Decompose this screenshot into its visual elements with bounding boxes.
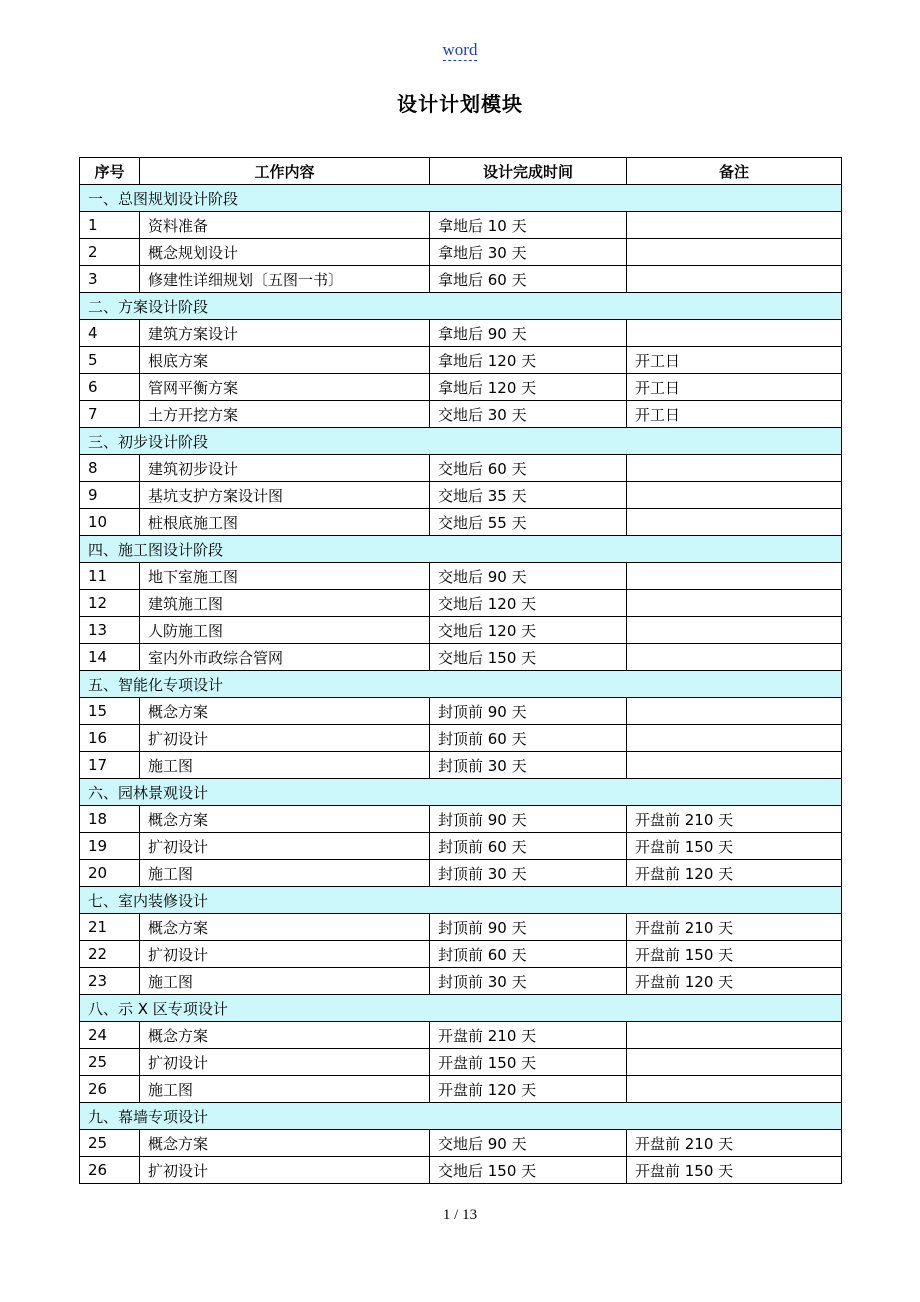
cell-remarks <box>627 1049 842 1076</box>
cell-number: 18 <box>80 806 140 833</box>
cell-deadline: 封顶前 30 天 <box>430 968 627 995</box>
cell-deadline: 交地后 150 天 <box>430 1157 627 1184</box>
cell-content: 扩初设计 <box>140 1049 430 1076</box>
table-row <box>80 1049 842 1076</box>
cell-content: 建筑施工图 <box>140 590 430 617</box>
cell-number: 21 <box>80 914 140 941</box>
cell-number: 3 <box>80 266 140 293</box>
cell-remarks <box>627 320 842 347</box>
cell-remarks <box>627 590 842 617</box>
cell-remarks <box>627 698 842 725</box>
cell-deadline: 封顶前 30 天 <box>430 860 627 887</box>
cell-deadline: 拿地后 120 天 <box>430 374 627 401</box>
table-header-row <box>80 158 842 185</box>
page-header <box>0 40 920 60</box>
table-row <box>80 401 842 428</box>
cell-content: 概念方案 <box>140 1022 430 1049</box>
column-header-content: 工作内容 <box>140 158 430 185</box>
table-row <box>80 968 842 995</box>
cell-deadline: 拿地后 120 天 <box>430 347 627 374</box>
column-header-deadline: 设计完成时间 <box>430 158 627 185</box>
cell-deadline: 交地后 30 天 <box>430 401 627 428</box>
cell-deadline: 交地后 90 天 <box>430 1130 627 1157</box>
cell-content: 概念方案 <box>140 914 430 941</box>
cell-remarks: 开盘前 210 天 <box>627 914 842 941</box>
cell-content: 概念规划设计 <box>140 239 430 266</box>
table-body <box>80 185 842 1184</box>
cell-remarks: 开工日 <box>627 347 842 374</box>
page-number: 1 / 13 <box>442 1207 478 1223</box>
cell-remarks: 开工日 <box>627 374 842 401</box>
cell-number: 23 <box>80 968 140 995</box>
cell-remarks <box>627 455 842 482</box>
table-row <box>80 644 842 671</box>
cell-number: 19 <box>80 833 140 860</box>
cell-content: 室内外市政综合管网 <box>140 644 430 671</box>
table-row <box>80 374 842 401</box>
cell-content: 建筑方案设计 <box>140 320 430 347</box>
cell-content: 扩初设计 <box>140 941 430 968</box>
cell-number: 9 <box>80 482 140 509</box>
cell-remarks: 开盘前 210 天 <box>627 1130 842 1157</box>
section-title: 七、室内装修设计 <box>80 887 842 914</box>
cell-deadline: 拿地后 10 天 <box>430 212 627 239</box>
cell-number: 7 <box>80 401 140 428</box>
cell-number: 5 <box>80 347 140 374</box>
cell-content: 施工图 <box>140 968 430 995</box>
cell-number: 6 <box>80 374 140 401</box>
cell-deadline: 交地后 35 天 <box>430 482 627 509</box>
cell-deadline: 封顶前 60 天 <box>430 725 627 752</box>
cell-remarks <box>627 752 842 779</box>
cell-number: 15 <box>80 698 140 725</box>
cell-number: 17 <box>80 752 140 779</box>
section-title: 二、方案设计阶段 <box>80 293 842 320</box>
cell-deadline: 交地后 60 天 <box>430 455 627 482</box>
table-row <box>80 266 842 293</box>
section-title: 一、总图规划设计阶段 <box>80 185 842 212</box>
table-row <box>80 752 842 779</box>
cell-remarks: 开盘前 120 天 <box>627 860 842 887</box>
design-plan-table <box>79 157 842 1184</box>
section-header-row <box>80 779 842 806</box>
cell-remarks <box>627 266 842 293</box>
cell-number: 26 <box>80 1157 140 1184</box>
cell-remarks <box>627 482 842 509</box>
cell-content: 概念方案 <box>140 698 430 725</box>
cell-content: 地下室施工图 <box>140 563 430 590</box>
cell-deadline: 拿地后 90 天 <box>430 320 627 347</box>
cell-content: 管网平衡方案 <box>140 374 430 401</box>
section-header-row <box>80 428 842 455</box>
cell-content: 施工图 <box>140 752 430 779</box>
table-row <box>80 806 842 833</box>
cell-deadline: 封顶前 90 天 <box>430 806 627 833</box>
section-header-row <box>80 995 842 1022</box>
cell-content: 施工图 <box>140 1076 430 1103</box>
cell-content: 扩初设计 <box>140 833 430 860</box>
cell-number: 20 <box>80 860 140 887</box>
cell-remarks: 开盘前 150 天 <box>627 833 842 860</box>
table-row <box>80 941 842 968</box>
cell-deadline: 拿地后 30 天 <box>430 239 627 266</box>
cell-remarks <box>627 1022 842 1049</box>
table-row <box>80 725 842 752</box>
cell-content: 概念方案 <box>140 806 430 833</box>
cell-deadline: 拿地后 60 天 <box>430 266 627 293</box>
cell-content: 土方开挖方案 <box>140 401 430 428</box>
cell-deadline: 封顶前 90 天 <box>430 698 627 725</box>
section-header-row <box>80 671 842 698</box>
cell-number: 25 <box>80 1049 140 1076</box>
cell-number: 11 <box>80 563 140 590</box>
cell-number: 4 <box>80 320 140 347</box>
table-row <box>80 1130 842 1157</box>
cell-number: 12 <box>80 590 140 617</box>
cell-deadline: 交地后 120 天 <box>430 617 627 644</box>
cell-remarks: 开盘前 150 天 <box>627 1157 842 1184</box>
cell-content: 施工图 <box>140 860 430 887</box>
cell-deadline: 交地后 55 天 <box>430 509 627 536</box>
cell-deadline: 封顶前 60 天 <box>430 941 627 968</box>
section-title: 三、初步设计阶段 <box>80 428 842 455</box>
cell-content: 资料准备 <box>140 212 430 239</box>
section-header-row <box>80 536 842 563</box>
cell-remarks: 开盘前 150 天 <box>627 941 842 968</box>
section-title: 六、园林景观设计 <box>80 779 842 806</box>
cell-deadline: 封顶前 60 天 <box>430 833 627 860</box>
header-text: word <box>442 40 478 59</box>
table-row <box>80 1076 842 1103</box>
cell-number: 25 <box>80 1130 140 1157</box>
cell-remarks <box>627 212 842 239</box>
cell-remarks <box>627 1076 842 1103</box>
cell-number: 26 <box>80 1076 140 1103</box>
section-header-row <box>80 887 842 914</box>
table-row <box>80 833 842 860</box>
cell-remarks <box>627 563 842 590</box>
section-title: 五、智能化专项设计 <box>80 671 842 698</box>
table-row <box>80 617 842 644</box>
cell-number: 24 <box>80 1022 140 1049</box>
section-header-row <box>80 185 842 212</box>
cell-content: 桩根底施工图 <box>140 509 430 536</box>
cell-remarks: 开工日 <box>627 401 842 428</box>
section-title: 九、幕墙专项设计 <box>80 1103 842 1130</box>
cell-deadline: 开盘前 120 天 <box>430 1076 627 1103</box>
cell-number: 1 <box>80 212 140 239</box>
cell-number: 8 <box>80 455 140 482</box>
cell-number: 13 <box>80 617 140 644</box>
table-row <box>80 590 842 617</box>
table-row <box>80 347 842 374</box>
cell-content: 修建性详细规划〔五图一书〕 <box>140 266 430 293</box>
cell-remarks: 开盘前 210 天 <box>627 806 842 833</box>
cell-content: 根底方案 <box>140 347 430 374</box>
cell-deadline: 封顶前 90 天 <box>430 914 627 941</box>
table-row <box>80 320 842 347</box>
cell-content: 扩初设计 <box>140 1157 430 1184</box>
cell-remarks: 开盘前 120 天 <box>627 968 842 995</box>
section-title: 四、施工图设计阶段 <box>80 536 842 563</box>
table-row <box>80 482 842 509</box>
table-row <box>80 1022 842 1049</box>
cell-deadline: 开盘前 150 天 <box>430 1049 627 1076</box>
cell-deadline: 封顶前 30 天 <box>430 752 627 779</box>
cell-content: 概念方案 <box>140 1130 430 1157</box>
cell-deadline: 开盘前 210 天 <box>430 1022 627 1049</box>
table-row <box>80 698 842 725</box>
column-header-number: 序号 <box>80 158 140 185</box>
cell-content: 扩初设计 <box>140 725 430 752</box>
table-row <box>80 509 842 536</box>
document-title: 设计计划模块 <box>397 92 523 116</box>
cell-number: 14 <box>80 644 140 671</box>
cell-number: 2 <box>80 239 140 266</box>
column-header-remarks: 备注 <box>627 158 842 185</box>
cell-content: 人防施工图 <box>140 617 430 644</box>
cell-number: 10 <box>80 509 140 536</box>
table-row <box>80 212 842 239</box>
table-row <box>80 455 842 482</box>
cell-remarks <box>627 239 842 266</box>
section-title: 八、示 X 区专项设计 <box>80 995 842 1022</box>
section-header-row <box>80 1103 842 1130</box>
cell-number: 16 <box>80 725 140 752</box>
table-row <box>80 239 842 266</box>
table-row <box>80 860 842 887</box>
cell-remarks <box>627 509 842 536</box>
cell-deadline: 交地后 150 天 <box>430 644 627 671</box>
cell-remarks <box>627 644 842 671</box>
cell-content: 建筑初步设计 <box>140 455 430 482</box>
section-header-row <box>80 293 842 320</box>
cell-deadline: 交地后 90 天 <box>430 563 627 590</box>
cell-number: 22 <box>80 941 140 968</box>
cell-content: 基坑支护方案设计图 <box>140 482 430 509</box>
cell-remarks <box>627 725 842 752</box>
cell-deadline: 交地后 120 天 <box>430 590 627 617</box>
table-row <box>80 1157 842 1184</box>
table-row <box>80 914 842 941</box>
table-row <box>80 563 842 590</box>
cell-remarks <box>627 617 842 644</box>
